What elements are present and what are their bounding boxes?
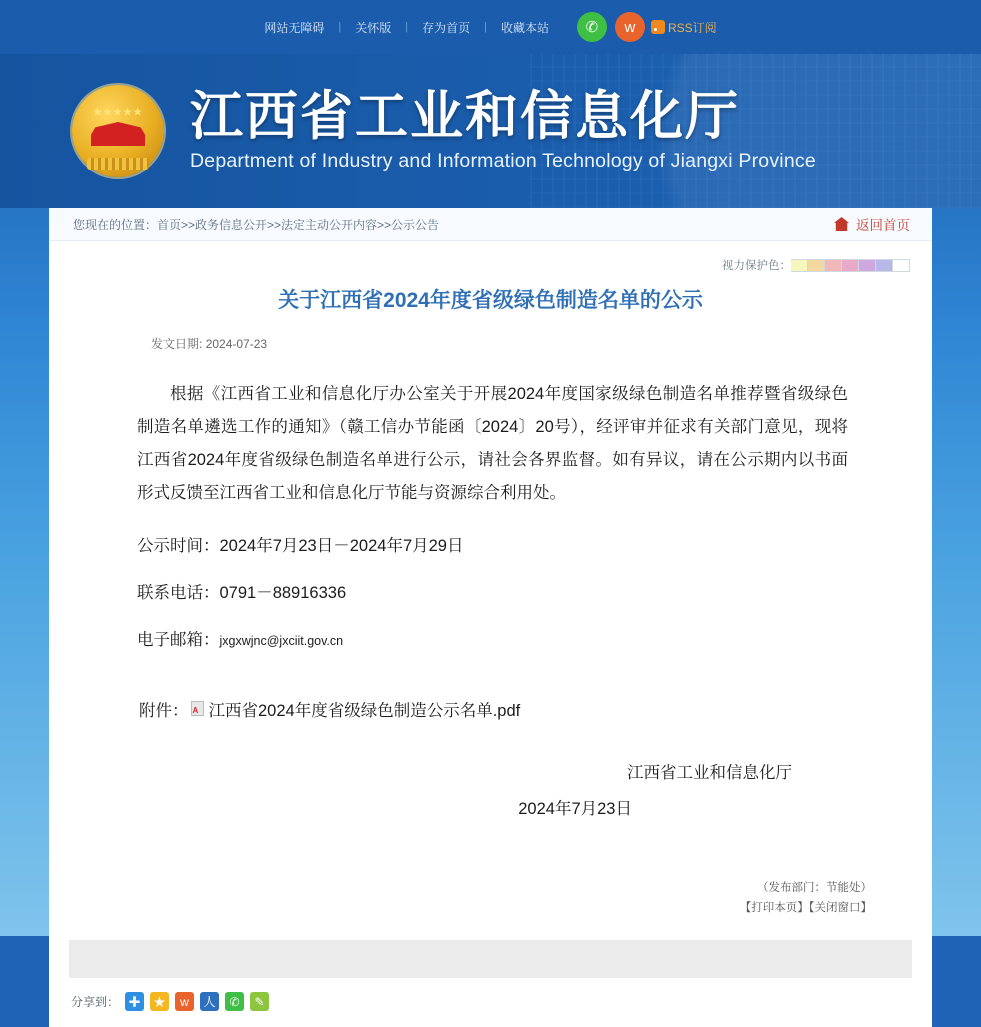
top-utility-bar [0, 0, 981, 54]
eyecare-swatch-3[interactable] [825, 259, 842, 272]
renren-icon[interactable]: 人 [200, 992, 219, 1011]
publish-date-value: 2024-07-23 [205, 336, 268, 351]
eyecare-color-picker [49, 251, 932, 273]
signature-organization: 江西省工业和信息化厅 [627, 763, 792, 782]
paragraph-main: 根据《江西省工业和信息化厅办公室关于开展2024年度国家级绿色制造名单推荐暨省级绿色制造名单遴选工作的通知》（赣工信办节能函〔2024〕20号），经评审并征求有关部门意见，现将江西省2024年度省级绿色制造名单进行公示，请社会各界监督。如有异议，请在公示期内以书面形式反馈至江西省工业和信息化厅节能与资源综合利用处。 [137, 384, 848, 502]
wechat-icon[interactable]: ✆ [225, 992, 244, 1011]
eyecare-swatch-1[interactable] [791, 259, 808, 272]
attachment-label: 附件： [139, 701, 189, 720]
bookmark-link[interactable]: 收藏本站 [500, 20, 549, 35]
home-icon [834, 217, 849, 231]
paragraph-email [137, 624, 848, 657]
national-emblem-icon [72, 85, 164, 177]
signature-block [49, 721, 932, 828]
rss-icon [651, 20, 665, 34]
email-value: jxgxwjnc@jxciit.gov.cn [219, 633, 344, 648]
share-more-icon[interactable]: ✚ [125, 992, 144, 1011]
publish-date [49, 317, 932, 352]
care-version-link[interactable]: 关怀版 [355, 20, 392, 35]
eyecare-swatch-5[interactable] [859, 259, 876, 272]
publisher-note: （发布部门：节能处） [757, 882, 872, 895]
site-banner [0, 54, 981, 208]
share-row [49, 978, 932, 1027]
document-footer [49, 827, 932, 918]
sina-weibo-icon[interactable]: w [175, 992, 194, 1011]
document-body [49, 352, 932, 657]
signature-date: 2024年7月23日 [518, 799, 632, 818]
site-title-en: Department of Industry and Information Technology of Jiangxi Province [190, 150, 816, 173]
breadcrumb[interactable]: 您现在的位置：首页>>政务信息公开>>法定主动公开内容>>公示公告 [73, 217, 440, 232]
return-home-link[interactable] [834, 214, 910, 234]
paragraph-phone: 联系电话：0791－88916336 [137, 583, 347, 602]
accessibility-link[interactable]: 网站无障碍 [264, 20, 325, 35]
separator: | [484, 21, 487, 33]
note-icon[interactable]: ✎ [250, 992, 269, 1011]
top-links [250, 12, 730, 42]
emblem-wheat [87, 158, 149, 170]
banner-titles [190, 85, 816, 174]
close-window-link[interactable]: 【关闭窗口】 [808, 901, 872, 914]
print-page-link[interactable]: 【打印本页】 [739, 901, 809, 914]
emblem-stars: ★★★★★ [92, 107, 144, 118]
page-title: 关于江西省2024年度省级绿色制造名单的公示 [278, 289, 703, 312]
share-label: 分享到： [71, 995, 120, 1010]
paragraph-period: 公示时间：2024年7月23日－2024年7月29日 [137, 536, 464, 555]
favorite-icon[interactable]: ★ [150, 992, 169, 1011]
document-paper [49, 241, 932, 1027]
wechat-icon[interactable]: ✆ [577, 12, 607, 42]
eyecare-swatch-4[interactable] [842, 259, 859, 272]
return-home-label: 返回首页 [856, 218, 910, 233]
weibo-icon[interactable]: w [615, 12, 645, 42]
eyecare-swatch-6[interactable] [876, 259, 893, 272]
eyecare-label: 视力保护色： [722, 260, 791, 272]
email-label: 电子邮箱： [137, 630, 220, 649]
separator: | [338, 21, 342, 33]
site-title-cn: 江西省工业和信息化厅 [190, 85, 740, 147]
social-icons [577, 12, 645, 42]
eyecare-swatch-7[interactable] [893, 259, 910, 272]
separator: | [405, 21, 409, 33]
rss-subscribe-link[interactable] [645, 19, 731, 36]
pdf-file-icon [191, 701, 204, 716]
eyecare-swatch-2[interactable] [808, 259, 825, 272]
set-homepage-link[interactable]: 存为首页 [422, 20, 471, 35]
placeholder-strip [69, 940, 912, 978]
attachment-row [49, 671, 932, 721]
content-wrapper [0, 208, 981, 1027]
publish-date-label: 发文日期: [151, 336, 203, 351]
breadcrumb-bar [49, 208, 932, 241]
rss-label: RSS订阅 [667, 20, 717, 35]
attachment-link[interactable]: 江西省2024年度省级绿色制造公示名单.pdf [208, 701, 521, 720]
